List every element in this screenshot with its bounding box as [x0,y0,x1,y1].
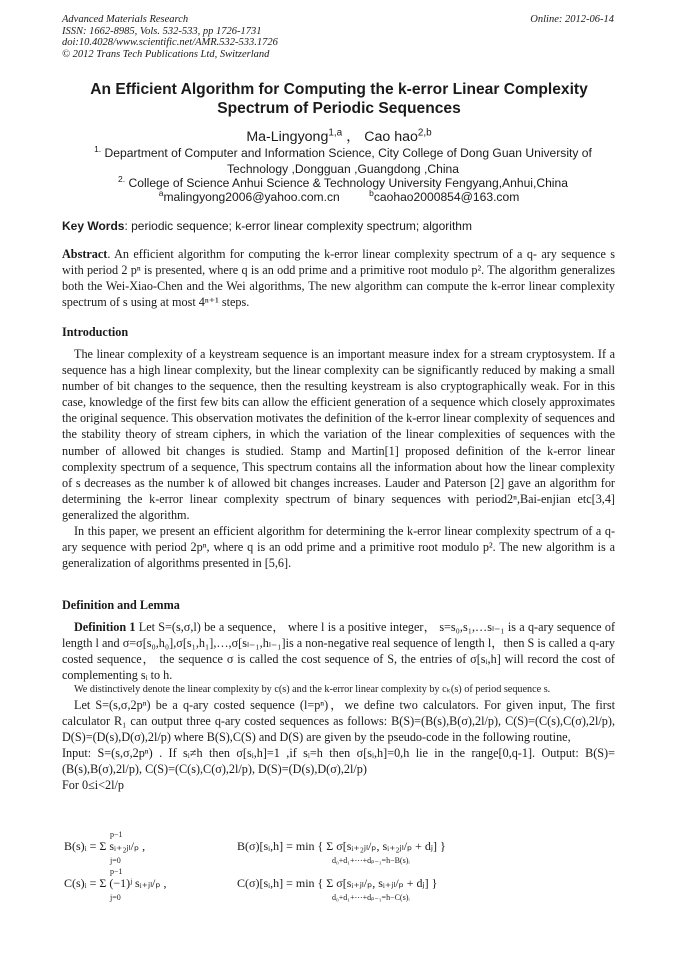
email-a-marker: a [158,187,164,198]
author-1-marker: 1,a [328,127,343,139]
formula-b-sigma: B(σ)[sᵢ,h] = min { Σ σ[sᵢ₊₂ⱼₗ/ₚ, sᵢ₊₂ⱼₗ/ₚ + dⱼ] } [237,839,446,853]
calculator-paragraph: Let S=(s,σ,2pⁿ) be a q-ary costed sequence (l=pⁿ)，we define two calculators. For given input, The first calculator R₁ can output three q-ary costed sequences as follows: B(S)=(B(s),B(σ),2l/p), C(S)=(C(s),C(σ),2l/p), D(S)=(D(s),D(σ),2l/p) where B(S),C(S) and D(S) are given by the pseudo-code in the following routine, [62,697,615,744]
journal-header [62,14,278,60]
affiliation-2-text: College of Science Anhui Science & Technology University Fengyang,Anhui,China [128,176,568,190]
min-1-subscript: d₀+d₁+⋯+dₚ₋₁=h−B(s)ᵢ [332,856,410,865]
author-line [60,126,618,146]
author-separator: ， [346,129,361,145]
for-line: For 0≤i<2l/p [62,778,124,793]
definition-body [62,619,615,793]
author-2-marker: 2,b [417,127,432,139]
author-2: Cao hao [364,129,418,145]
email-a: malingyong2006@yahoo.com.cn [163,190,340,204]
formula-row-2 [62,869,615,903]
definition-1-text: Let S=(s,σ,l) be a sequence， where l is a positive integer， s=s₀,s₁,…sₗ₋₁ is a q-ary sequence of length l and σ=σ[s₀,h₀],σ[s₁,h₁],…,σ[sₗ₋₁,hₗ₋₁]is a non-negative real sequence of length l，then S is called a q-ary costed sequence， the sequence σ is called the cost sequence of S, the entries of σ[sᵢ,h] will record the cost of complementing sᵢ to h. [62,620,615,683]
copyright-line: © 2012 Trans Tech Publications Ltd, Switzerland [62,48,270,60]
notation-note: We distinctively denote the linear complexity by c(s) and the k-error linear complexity by cₖ(s) of period sequence s. [74,684,551,696]
keywords [62,219,618,233]
email-line [60,187,618,204]
affiliation-1 [78,143,608,178]
formula-b-s: B(s)ᵢ = Σ sᵢ₊₂ⱼₗ/ₚ , [64,839,146,853]
formula-c-s: C(s)ᵢ = Σ (−1)ʲ sᵢ₊ⱼₗ/ₚ , [64,876,167,890]
doi-line: doi:10.4028/www.scientific.net/AMR.532-533.1726 [62,37,278,49]
abstract [62,246,615,310]
sum-1-bottom: j=0 [110,856,121,865]
affiliation-1-number: 1. [94,143,102,154]
journal-name: Advanced Materials Research [62,14,189,25]
sum-1-top: p−1 [110,830,123,839]
abstract-text: . An efficient algorithm for computing the k-error linear complexity spectrum of a q- ary sequence s with period 2 pⁿ is presented, where q is an odd prime and a primitive root modulo p². The algorithm generalizes both the Wei-Xiao-Chen and the Wei algorithms, The new algorithm can compute the k-error linear complexity spectrum of s using at most 4ⁿ⁺¹ steps. [62,247,615,310]
paper-title: An Efficient Algorithm for Computing the k-error Linear Complexity Spectrum of Periodic Sequences [90,81,588,117]
definition-heading: Definition and Lemma [62,598,180,612]
introduction-paragraph-2: In this paper, we present an efficient algorithm for determining the k-error linear complexity spectrum of a q-ary sequence with period 2pⁿ, where q is an odd prime and a primitive root modulo p². The new algorithm is a generalization of algorithms presented in [5,6]. [62,524,615,571]
introduction-body [62,346,615,571]
sum-2-bottom: j=0 [110,893,121,902]
abstract-label: Abstract [62,247,108,261]
sum-2-top: p−1 [110,867,123,876]
keywords-label: Key Words [62,219,125,233]
email-b: caohao2000854@163.com [373,190,520,204]
min-2-subscript: d₀+d₁+⋯+dₚ₋₁=h−C(s)ᵢ [332,893,410,902]
definition-1 [62,619,615,683]
input-line: Input: S=(s,σ,2pⁿ) . If sᵢ≠h then σ[sᵢ,h]=1 ,if sᵢ=h then σ[sᵢ,h]=0,h lie in the range[0,q-1]. Output: B(S)=(B(s),B(σ),2l/p), C(S)=(C(s),C(σ),2l/p), D(S)=(D(s),D(σ),2l/p) [62,746,615,777]
introduction-paragraph-1: The linear complexity of a keystream sequence is an important measure index for a stream cryptosystem. If a sequence has a high linear complexity, but the linear complexity can be significantly reduced by making a small number of bit changes to the sequence, then the resulting keystream is also cryptographically weak. For in this case, knowledge of the first few bits can allow the efficient generation of a sequence which closely approximates the original sequence. This observation motivates the definition of the k-error linear complexity of sequences and the stability theory of stream ciphers, in which the variation of the linear complexities of sequences with the number of allowed bit changes is studied. Stamp and Martin[1] proposed definition of the k-error linear complexity spectrum of a sequence, This spectrum contains all the information about how the linear complexity of s decreases as the number k of allowed bit changes increases. Lauder and Paterson [2] gave an algorithm for determining the k-error linear complexity spectrum of binary sequences with period2ⁿ,Bai-enjian etc[3,4] generalized the algorithm. [62,347,615,522]
definition-1-label: Definition 1 [74,620,136,634]
formula-c-sigma: C(σ)[sᵢ,h] = min { Σ σ[sᵢ₊ⱼₗ/ₚ, sᵢ₊ⱼₗ/ₚ + dⱼ] } [237,876,438,890]
author-1: Ma-Lingyong [246,129,329,145]
formula-row-1 [62,832,615,866]
affiliation-2-number: 2. [118,173,126,184]
keywords-text: : periodic sequence; k-error linear complexity spectrum; algorithm [124,219,472,233]
affiliation-1-text: Department of Computer and Information Science, City College of Dong Guan University of Technology ,Dongguan ,Guangdong ,China [104,146,592,176]
online-date: Online: 2012-06-14 [530,14,614,25]
issn-line: ISSN: 1662-8985, Vols. 532-533, pp 1726-1731 [62,25,262,37]
email-b-marker: b [369,187,374,198]
introduction-heading: Introduction [62,325,129,339]
